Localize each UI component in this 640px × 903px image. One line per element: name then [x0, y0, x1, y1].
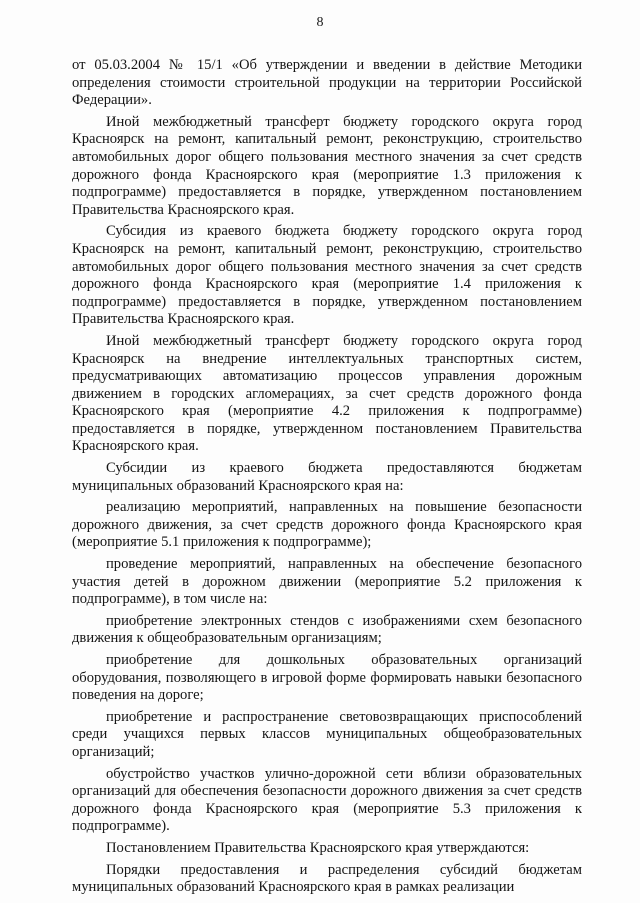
paragraph-activity-5-2: проведение мероприятий, направленных на обеспечение безопасного участия детей в дорожном движении (мероприятие 5.2 приложения к подпрограмме), в том числе на:: [72, 556, 582, 608]
paragraph-subsidy-activity-1-4: Субсидия из краевого бюджета бюджету городского округа город Красноярск на ремонт, капитальный ремонт, реконструкцию, строительство автомобильных дорог общего пользования местного значения за счет средств дорожного фонда Красноярского края (мероприятие 1.4 приложения к подпрограмме) предоставляется в порядке, утвержденном постановлением Правительства Красноярского края.: [72, 223, 582, 328]
document-body: [72, 57, 582, 901]
paragraph-reflective-devices: приобретение и распространение световозвращающих приспособлений среди учащихся первых классов муниципальных общеобразовательных организаций;: [72, 708, 582, 760]
paragraph-preschool-equipment: приобретение для дошкольных образовательных организаций оборудования, позволяющего в игровой форме формировать навыки безопасного поведения на дороге;: [72, 652, 582, 704]
paragraph-transfer-activity-4-2: Иной межбюджетный трансферт бюджету городского округа город Красноярск на внедрение интеллектуальных транспортных систем, предусматривающих автоматизацию процессов управления дорожным движением в городских агломерациях, за счет средств дорожного фонда Красноярского края (мероприятие 4.2 приложения к подпрограмме) предоставляется в порядке, утвержденном постановлением Правительства Красноярского края.: [72, 332, 582, 455]
page-number: 8: [316, 15, 324, 30]
paragraph-subsidies-intro: Субсидии из краевого бюджета предоставляются бюджетам муниципальных образований Красноярского края на:: [72, 460, 582, 494]
paragraph-procedures: Порядки предоставления и распределения субсидий бюджетам муниципальных образований Красноярского края в рамках реализации: [72, 861, 582, 896]
paragraph-methodology-reference: от 05.03.2004 № 15/1 «Об утверждении и введении в действие Методики определения стоимости строительной продукции на территории Российской Федерации».: [72, 57, 582, 109]
paragraph-activity-5-3: обустройство участков улично-дорожной сети вблизи образовательных организаций для обеспечения безопасности дорожного движения за счет средств дорожного фонда Красноярского края (мероприятие 5.3 приложения к подпрограмме).: [72, 765, 582, 835]
paragraph-activity-5-1: реализацию мероприятий, направленных на повышение безопасности дорожного движения, за счет средств дорожного фонда Красноярского края (мероприятие 5.1 приложения к подпрограмме);: [72, 499, 582, 551]
paragraph-electronic-stands: приобретение электронных стендов с изображениями схем безопасного движения к общеобразовательным организациям;: [72, 612, 582, 647]
paragraph-resolution-approves: Постановлением Правительства Красноярского края утверждаются:: [106, 839, 530, 856]
paragraph-transfer-activity-1-3: Иной межбюджетный трансферт бюджету городского округа город Красноярск на ремонт, капитальный ремонт, реконструкцию, строительство автомобильных дорог общего пользования местного значения за счет средств дорожного фонда Красноярского края (мероприятие 1.3 приложения к подпрограмме) предоставляется в порядке, утвержденном постановлением Правительства Красноярского края.: [72, 113, 582, 218]
